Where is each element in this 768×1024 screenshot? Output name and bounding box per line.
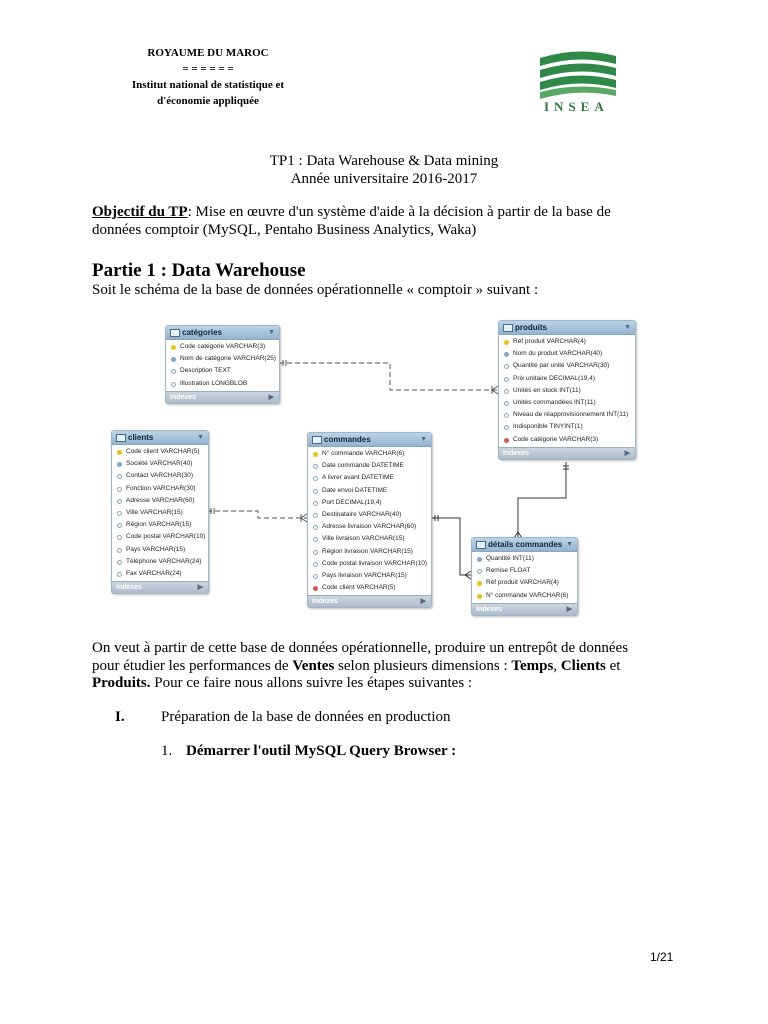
indexes-footer [308, 595, 431, 607]
column-label: Code postal livraison VARCHAR(10) [322, 559, 428, 567]
column-row [308, 521, 431, 533]
column-row [112, 556, 208, 568]
primary-key-icon [117, 450, 122, 455]
table-commandes-header [308, 433, 431, 447]
column-label: Région VARCHAR(15) [126, 521, 192, 529]
column-label: Région livraison VARCHAR(15) [322, 547, 413, 555]
table-produits-name: produits [515, 323, 547, 332]
indexes-label: Indexes [503, 449, 530, 457]
body-line-1: On veut à partir de cette base de données opérationnelle, produire un entrepôt de données [92, 640, 629, 656]
institute-line-2: d'économie appliquée [157, 95, 259, 107]
body-paragraph [92, 640, 672, 693]
table-commandes [307, 432, 432, 608]
table-commandes-columns [308, 447, 431, 595]
nullable-icon [504, 401, 509, 406]
body-text: selon plusieurs dimensions : [334, 657, 512, 674]
column-row [499, 421, 635, 433]
column-label: Date commande DATETIME [322, 462, 404, 470]
tp-title: TP1 : Data Warehouse & Data mining [269, 153, 499, 169]
column-label: Illustration LONGBLOB [180, 379, 248, 387]
column-label: Destinataire VARCHAR(40) [322, 510, 402, 518]
rel-commandes-details [431, 518, 471, 575]
kingdom-label: ROYAUME DU MAROC [147, 47, 269, 59]
table-icon [503, 324, 513, 332]
column-row [308, 546, 431, 558]
column-label: Nom du produit VARCHAR(40) [513, 350, 603, 358]
column-label: Unités en stock INT(11) [513, 386, 581, 394]
nullable-icon [313, 513, 318, 518]
column-label: A livrer avant DATETIME [322, 474, 394, 482]
indexes-label: Indexes [170, 393, 197, 401]
nullable-icon [117, 523, 122, 528]
nullable-icon [313, 476, 318, 481]
column-row [472, 577, 577, 589]
nullable-icon [117, 560, 122, 565]
column-label: Indisponible TINYINT(1) [513, 423, 583, 431]
nullable-icon [313, 489, 318, 494]
column-label: Code client VARCHAR(5) [322, 584, 396, 592]
indexes-footer [166, 391, 279, 403]
indexes-footer [499, 447, 635, 459]
indexes-footer [472, 603, 577, 615]
insea-logo-graphic [536, 44, 620, 100]
column-row [308, 497, 431, 509]
column-row [112, 495, 208, 507]
primary-key-icon [313, 452, 318, 457]
collapse-arrow-icon: ▼ [566, 541, 573, 548]
keyword-temps: Temps [511, 657, 554, 674]
insea-logo-text: INSEA [544, 99, 609, 114]
page-number: 1/21 [650, 950, 674, 964]
academic-year: Année universitaire 2016-2017 [290, 171, 478, 187]
column-row [308, 509, 431, 521]
nullable-icon [504, 413, 509, 418]
column-row [308, 582, 431, 594]
nullable-icon [477, 569, 482, 574]
table-clients-header [112, 431, 208, 445]
column-label: Pays livraison VARCHAR(15) [322, 571, 407, 579]
column-row [112, 507, 208, 519]
primary-key-icon [504, 340, 509, 345]
header-separator: = = = = = = [182, 63, 234, 75]
table-clients-columns [112, 445, 208, 581]
nullable-icon [313, 537, 318, 542]
table-categories-columns [166, 340, 279, 391]
column-label: Nom de catégorie VARCHAR(25) [180, 355, 276, 363]
column-label: N° commande VARCHAR(6) [322, 450, 405, 457]
table-details-commandes [471, 537, 578, 616]
column-row [112, 483, 208, 495]
column-row [112, 458, 208, 470]
column-label: Code client VARCHAR(5) [126, 448, 200, 455]
step-number: 1. [161, 743, 173, 759]
expand-arrow-icon: ▶ [624, 449, 630, 457]
objective-paragraph [92, 204, 652, 239]
table-produits [498, 320, 636, 460]
column-label: Prix unitaire DECIMAL(19,4) [513, 374, 595, 382]
column-label: Réf produit VARCHAR(4) [513, 338, 586, 345]
column-row [499, 336, 635, 348]
rel-clients-commandes [207, 511, 307, 518]
column-row [472, 590, 577, 602]
column-row [166, 341, 279, 353]
not-null-icon [477, 557, 482, 562]
column-label: Quantité INT(11) [486, 555, 534, 562]
nullable-icon [313, 574, 318, 579]
table-details-header [472, 538, 577, 552]
nullable-icon [313, 464, 318, 469]
column-label: Pays VARCHAR(15) [126, 545, 186, 553]
table-details-columns [472, 552, 577, 603]
nullable-icon [504, 364, 509, 369]
nullable-icon [313, 562, 318, 567]
table-categories-name: catégories [182, 328, 223, 337]
table-categories [165, 325, 280, 404]
column-row [166, 378, 279, 390]
column-label: Fonction VARCHAR(30) [126, 484, 196, 492]
body-line-3 [92, 675, 672, 693]
body-text: Pour ce faire nous allons suivre les étapes suivantes : [150, 675, 473, 691]
part1-intro: Soit le schéma de la base de données opérationnelle « comptoir » suivant : [92, 282, 539, 298]
table-icon [312, 436, 322, 444]
indexes-label: Indexes [312, 598, 339, 606]
insea-logo [536, 44, 620, 116]
expand-arrow-icon: ▶ [420, 598, 426, 606]
not-null-icon [117, 462, 122, 467]
body-line-2 [92, 658, 672, 676]
primary-key-icon [477, 581, 482, 586]
column-row [499, 397, 635, 409]
collapse-arrow-icon: ▼ [624, 324, 631, 331]
nullable-icon [117, 548, 122, 553]
column-row [112, 544, 208, 556]
objective-label: Objectif du TP [92, 204, 188, 220]
rel-produits-details [518, 462, 566, 538]
indexes-label: Indexes [116, 584, 143, 592]
table-commandes-name: commandes [324, 435, 371, 444]
expand-arrow-icon: ▶ [197, 584, 203, 592]
indexes-label: Indexes [476, 605, 503, 613]
column-label: Code catégorie VARCHAR(3) [180, 343, 266, 350]
column-row [308, 533, 431, 545]
column-label: Code catégorie VARCHAR(3) [513, 435, 599, 443]
column-label: Unités commandées INT(11) [513, 398, 596, 406]
objective-text: : Mise en œuvre d'un système d'aide à la décision à partir de la base de données comptoir (MySQL, Pentaho Business Analytics, Waka) [92, 204, 611, 238]
column-row [308, 448, 431, 460]
table-clients-name: clients [128, 433, 154, 442]
expand-arrow-icon: ▶ [566, 605, 572, 613]
primary-key-icon [171, 345, 176, 350]
collapse-arrow-icon: ▼ [197, 434, 204, 441]
nullable-icon [117, 572, 122, 577]
table-details-name: détails commandes [488, 540, 563, 549]
expand-arrow-icon: ▶ [268, 393, 274, 401]
column-row [499, 409, 635, 421]
column-label: Quantité par unité VARCHAR(30) [513, 362, 610, 370]
nullable-icon [117, 487, 122, 492]
nullable-icon [117, 511, 122, 516]
foreign-key-icon [504, 438, 509, 443]
column-label: Fax VARCHAR(24) [126, 569, 182, 577]
column-row [166, 353, 279, 365]
column-label: Port DECIMAL(19,4) [322, 498, 382, 506]
table-categories-header [166, 326, 279, 340]
institute-line-1: Institut national de statistique et [131, 79, 285, 91]
column-row [308, 570, 431, 582]
column-label: Niveau de réapprovisionnement INT(11) [513, 411, 629, 419]
column-row [166, 365, 279, 377]
header-block [108, 45, 308, 109]
column-row [308, 485, 431, 497]
column-row [112, 470, 208, 482]
column-label: Code postal VARCHAR(10) [126, 533, 206, 541]
keyword-produits: Produits. [92, 675, 151, 691]
column-row [499, 385, 635, 397]
nullable-icon [117, 474, 122, 479]
column-row [112, 446, 208, 458]
not-null-icon [171, 357, 176, 362]
nullable-icon [171, 382, 176, 387]
table-icon [116, 434, 126, 442]
not-null-icon [504, 352, 509, 357]
indexes-footer [112, 581, 208, 593]
column-row [112, 531, 208, 543]
rel-categories-produits [279, 363, 498, 390]
nullable-icon [313, 550, 318, 555]
table-produits-header [499, 321, 635, 335]
column-label: Téléphone VARCHAR(24) [126, 557, 202, 565]
column-label: Contact VARCHAR(30) [126, 472, 194, 480]
column-row [112, 568, 208, 580]
collapse-arrow-icon: ▼ [420, 436, 427, 443]
nullable-icon [504, 425, 509, 430]
section-title: Préparation de la base de données en production [161, 709, 451, 725]
column-row [308, 472, 431, 484]
column-label: Ville livraison VARCHAR(15) [322, 535, 405, 543]
body-text: pour étudier les performances de [92, 657, 293, 674]
part1-heading: Partie 1 : Data Warehouse [92, 260, 306, 281]
keyword-ventes: Ventes [292, 657, 335, 674]
table-icon [476, 541, 486, 549]
column-row [112, 519, 208, 531]
column-row [499, 373, 635, 385]
body-text: , [553, 657, 561, 674]
column-row [308, 460, 431, 472]
table-clients [111, 430, 209, 594]
column-row [472, 565, 577, 577]
column-label: Date envoi DATETIME [322, 486, 388, 494]
collapse-arrow-icon: ▼ [268, 329, 275, 336]
nullable-icon [504, 377, 509, 382]
nullable-icon [504, 389, 509, 394]
column-row [499, 360, 635, 372]
column-label: Ville VARCHAR(15) [126, 508, 183, 516]
column-row [499, 348, 635, 360]
nullable-icon [117, 535, 122, 540]
er-diagram [100, 310, 660, 620]
column-label: N° commande VARCHAR(6) [486, 591, 569, 599]
column-row [472, 553, 577, 565]
keyword-clients: Clients [560, 657, 606, 674]
nullable-icon [117, 499, 122, 504]
body-text: et [605, 657, 621, 674]
column-label: Adresse livraison VARCHAR(60) [322, 523, 417, 531]
column-label: Description TEXT [180, 367, 231, 375]
column-label: Remise FLOAT [486, 567, 531, 575]
column-label: Société VARCHAR(40) [126, 460, 193, 468]
table-icon [170, 329, 180, 337]
primary-key-icon [477, 594, 482, 599]
section-number: I. [115, 709, 125, 725]
foreign-key-icon [313, 586, 318, 591]
nullable-icon [171, 369, 176, 374]
column-label: Adresse VARCHAR(60) [126, 496, 195, 504]
step-title: Démarrer l'outil MySQL Query Browser : [186, 743, 457, 759]
column-label: Réf produit VARCHAR(4) [486, 579, 559, 587]
nullable-icon [313, 501, 318, 506]
table-produits-columns [499, 335, 635, 447]
column-row [308, 558, 431, 570]
column-row [499, 434, 635, 446]
nullable-icon [313, 525, 318, 530]
